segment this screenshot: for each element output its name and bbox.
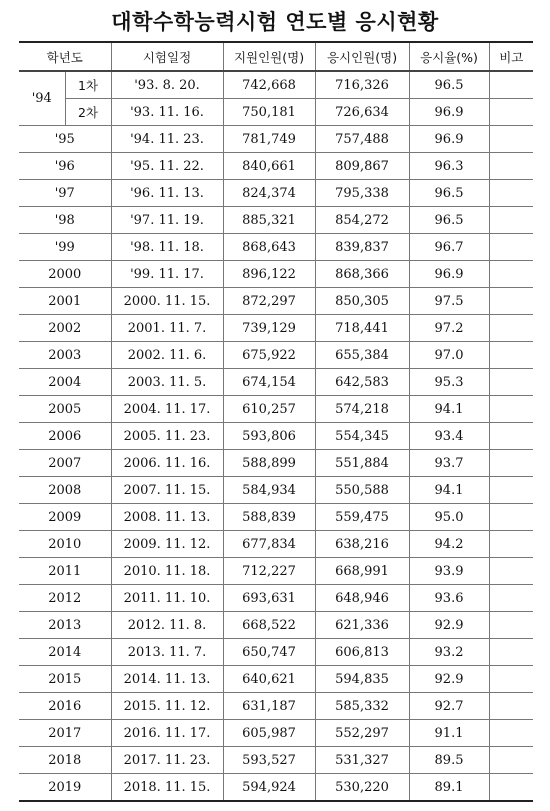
takers-cell: 716,326 (315, 71, 409, 99)
rate-cell: 94.1 (409, 396, 489, 423)
year-cell: 2006 (19, 423, 111, 450)
applicants-cell: 742,668 (223, 71, 315, 99)
note-cell (489, 747, 533, 774)
table-row (19, 99, 533, 126)
applicants-cell: 631,187 (223, 693, 315, 720)
table-row (19, 315, 533, 342)
table-row (19, 288, 533, 315)
table-row (19, 666, 533, 693)
note-cell (489, 207, 533, 234)
applicants-cell: 693,631 (223, 585, 315, 612)
note-cell (489, 288, 533, 315)
header-applicants: 지원인원(명) (223, 42, 315, 71)
header-takers: 응시인원(명) (315, 42, 409, 71)
takers-cell: 809,867 (315, 153, 409, 180)
rate-cell: 92.9 (409, 666, 489, 693)
year-cell: 2002 (19, 315, 111, 342)
rate-cell: 96.9 (409, 99, 489, 126)
date-cell: 2018. 11. 15. (111, 774, 223, 802)
applicants-cell: 593,806 (223, 423, 315, 450)
applicants-cell: 650,747 (223, 639, 315, 666)
takers-cell: 606,813 (315, 639, 409, 666)
table-row (19, 585, 533, 612)
note-cell (489, 450, 533, 477)
round-cell: 1차 (65, 71, 111, 99)
year-cell: 2011 (19, 558, 111, 585)
year-cell: 2000 (19, 261, 111, 288)
year-cell: 2010 (19, 531, 111, 558)
table-row (19, 639, 533, 666)
applicants-cell: 739,129 (223, 315, 315, 342)
year-cell: '97 (19, 180, 111, 207)
applicants-cell: 640,621 (223, 666, 315, 693)
date-cell: 2015. 11. 12. (111, 693, 223, 720)
rate-cell: 95.3 (409, 369, 489, 396)
table-row (19, 720, 533, 747)
takers-cell: 530,220 (315, 774, 409, 802)
takers-cell: 655,384 (315, 342, 409, 369)
year-cell: 2005 (19, 396, 111, 423)
note-cell (489, 720, 533, 747)
page-title: 대학수학능력시험 연도별 응시현황 (111, 10, 439, 34)
rate-cell: 93.9 (409, 558, 489, 585)
applicants-cell: 712,227 (223, 558, 315, 585)
year-cell: 2019 (19, 774, 111, 802)
date-cell: 2014. 11. 13. (111, 666, 223, 693)
rate-cell: 92.7 (409, 693, 489, 720)
date-cell: '98. 11. 18. (111, 234, 223, 261)
takers-cell: 554,345 (315, 423, 409, 450)
note-cell (489, 774, 533, 802)
date-cell: 2008. 11. 13. (111, 504, 223, 531)
note-cell (489, 71, 533, 99)
applicants-cell: 588,839 (223, 504, 315, 531)
date-cell: '93. 8. 20. (111, 71, 223, 99)
applicants-cell: 677,834 (223, 531, 315, 558)
applicants-cell: 896,122 (223, 261, 315, 288)
table-row (19, 774, 533, 802)
note-cell (489, 153, 533, 180)
year-cell: '99 (19, 234, 111, 261)
applicants-cell: 885,321 (223, 207, 315, 234)
applicants-cell: 674,154 (223, 369, 315, 396)
table-row (19, 261, 533, 288)
applicants-cell: 594,924 (223, 774, 315, 802)
rate-cell: 96.5 (409, 71, 489, 99)
rate-cell: 97.2 (409, 315, 489, 342)
year-cell: 2008 (19, 477, 111, 504)
applicants-cell: 675,922 (223, 342, 315, 369)
applicants-cell: 593,527 (223, 747, 315, 774)
rate-cell: 93.6 (409, 585, 489, 612)
note-cell (489, 612, 533, 639)
header-year: 학년도 (19, 42, 111, 71)
round-cell: 2차 (65, 99, 111, 126)
table-row (19, 693, 533, 720)
rate-cell: 93.7 (409, 450, 489, 477)
rate-cell: 94.1 (409, 477, 489, 504)
date-cell: 2007. 11. 15. (111, 477, 223, 504)
takers-cell: 757,488 (315, 126, 409, 153)
year-cell: 2003 (19, 342, 111, 369)
rate-cell: 96.5 (409, 207, 489, 234)
table-row (19, 450, 533, 477)
takers-cell: 621,336 (315, 612, 409, 639)
applicants-cell: 824,374 (223, 180, 315, 207)
table-row (19, 207, 533, 234)
year-cell: 2017 (19, 720, 111, 747)
takers-cell: 585,332 (315, 693, 409, 720)
takers-cell: 850,305 (315, 288, 409, 315)
date-cell: '95. 11. 22. (111, 153, 223, 180)
note-cell (489, 477, 533, 504)
takers-cell: 574,218 (315, 396, 409, 423)
rate-cell: 96.9 (409, 126, 489, 153)
table-header-row (19, 42, 533, 71)
exam-stats-table (19, 41, 533, 802)
note-cell (489, 261, 533, 288)
date-cell: '94. 11. 23. (111, 126, 223, 153)
date-cell: 2003. 11. 5. (111, 369, 223, 396)
note-cell (489, 558, 533, 585)
header-rate: 응시율(%) (409, 42, 489, 71)
rate-cell: 89.5 (409, 747, 489, 774)
note-cell (489, 342, 533, 369)
applicants-cell: 840,661 (223, 153, 315, 180)
header-note: 비고 (489, 42, 533, 71)
takers-cell: 868,366 (315, 261, 409, 288)
takers-cell: 854,272 (315, 207, 409, 234)
rate-cell: 94.2 (409, 531, 489, 558)
table-row (19, 71, 533, 99)
date-cell: 2011. 11. 10. (111, 585, 223, 612)
date-cell: 2016. 11. 17. (111, 720, 223, 747)
note-cell (489, 666, 533, 693)
table-row (19, 234, 533, 261)
takers-cell: 551,884 (315, 450, 409, 477)
table-row (19, 612, 533, 639)
applicants-cell: 750,181 (223, 99, 315, 126)
rate-cell: 96.7 (409, 234, 489, 261)
table-row (19, 477, 533, 504)
date-cell: 2017. 11. 23. (111, 747, 223, 774)
rate-cell: 97.5 (409, 288, 489, 315)
table-row (19, 396, 533, 423)
year-cell: '95 (19, 126, 111, 153)
date-cell: 2006. 11. 16. (111, 450, 223, 477)
year-cell: 2018 (19, 747, 111, 774)
rate-cell: 96.9 (409, 261, 489, 288)
applicants-cell: 668,522 (223, 612, 315, 639)
table-row (19, 423, 533, 450)
date-cell: '93. 11. 16. (111, 99, 223, 126)
note-cell (489, 531, 533, 558)
applicants-cell: 584,934 (223, 477, 315, 504)
year-cell: 2012 (19, 585, 111, 612)
applicants-cell: 781,749 (223, 126, 315, 153)
date-cell: 2004. 11. 17. (111, 396, 223, 423)
applicants-cell: 872,297 (223, 288, 315, 315)
takers-cell: 642,583 (315, 369, 409, 396)
takers-cell: 668,991 (315, 558, 409, 585)
takers-cell: 552,297 (315, 720, 409, 747)
year-cell: '94 (19, 71, 65, 126)
takers-cell: 795,338 (315, 180, 409, 207)
date-cell: '96. 11. 13. (111, 180, 223, 207)
table-row (19, 747, 533, 774)
year-cell: 2009 (19, 504, 111, 531)
year-cell: 2016 (19, 693, 111, 720)
table-row (19, 126, 533, 153)
takers-cell: 726,634 (315, 99, 409, 126)
table-row (19, 369, 533, 396)
takers-cell: 550,588 (315, 477, 409, 504)
rate-cell: 89.1 (409, 774, 489, 802)
takers-cell: 531,327 (315, 747, 409, 774)
takers-cell: 718,441 (315, 315, 409, 342)
date-cell: 2010. 11. 18. (111, 558, 223, 585)
note-cell (489, 423, 533, 450)
note-cell (489, 126, 533, 153)
note-cell (489, 180, 533, 207)
note-cell (489, 99, 533, 126)
table-row (19, 180, 533, 207)
takers-cell: 559,475 (315, 504, 409, 531)
applicants-cell: 605,987 (223, 720, 315, 747)
note-cell (489, 396, 533, 423)
note-cell (489, 639, 533, 666)
year-cell: '98 (19, 207, 111, 234)
takers-cell: 638,216 (315, 531, 409, 558)
rate-cell: 93.2 (409, 639, 489, 666)
note-cell (489, 234, 533, 261)
note-cell (489, 504, 533, 531)
date-cell: '97. 11. 19. (111, 207, 223, 234)
note-cell (489, 315, 533, 342)
rate-cell: 91.1 (409, 720, 489, 747)
rate-cell: 92.9 (409, 612, 489, 639)
year-cell: 2004 (19, 369, 111, 396)
date-cell: 2009. 11. 12. (111, 531, 223, 558)
table-row (19, 531, 533, 558)
date-cell: 2002. 11. 6. (111, 342, 223, 369)
date-cell: '99. 11. 17. (111, 261, 223, 288)
takers-cell: 648,946 (315, 585, 409, 612)
table-row (19, 153, 533, 180)
note-cell (489, 693, 533, 720)
rate-cell: 97.0 (409, 342, 489, 369)
table-row (19, 558, 533, 585)
table-row (19, 342, 533, 369)
year-cell: 2007 (19, 450, 111, 477)
applicants-cell: 868,643 (223, 234, 315, 261)
year-cell: 2014 (19, 639, 111, 666)
year-cell: 2015 (19, 666, 111, 693)
table-row (19, 504, 533, 531)
note-cell (489, 369, 533, 396)
applicants-cell: 588,899 (223, 450, 315, 477)
date-cell: 2000. 11. 15. (111, 288, 223, 315)
date-cell: 2012. 11. 8. (111, 612, 223, 639)
note-cell (489, 585, 533, 612)
date-cell: 2001. 11. 7. (111, 315, 223, 342)
year-cell: 2001 (19, 288, 111, 315)
date-cell: 2013. 11. 7. (111, 639, 223, 666)
takers-cell: 594,835 (315, 666, 409, 693)
year-cell: 2013 (19, 612, 111, 639)
year-cell: '96 (19, 153, 111, 180)
rate-cell: 96.3 (409, 153, 489, 180)
rate-cell: 93.4 (409, 423, 489, 450)
applicants-cell: 610,257 (223, 396, 315, 423)
header-schedule: 시험일정 (111, 42, 223, 71)
rate-cell: 96.5 (409, 180, 489, 207)
takers-cell: 839,837 (315, 234, 409, 261)
rate-cell: 95.0 (409, 504, 489, 531)
date-cell: 2005. 11. 23. (111, 423, 223, 450)
